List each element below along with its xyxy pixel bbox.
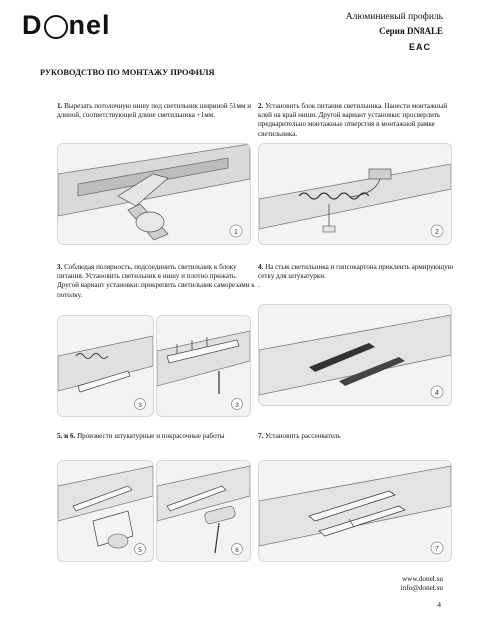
step-3a-illustration xyxy=(57,315,154,417)
website-link[interactable]: www.donel.su xyxy=(401,575,443,583)
step-5-6-text xyxy=(57,432,257,441)
product-name: Алюминиевый профиль xyxy=(345,12,443,22)
document-title: РУКОВОДСТВО ПО МОНТАЖУ ПРОФИЛЯ xyxy=(40,68,215,77)
step-4-number: 4. xyxy=(258,263,264,271)
step-7-desc: Установить рассеиватель xyxy=(265,432,341,440)
fig-6-number: 6 xyxy=(235,547,239,554)
step-3-text xyxy=(57,263,257,300)
fig-7-number: 7 xyxy=(435,546,439,553)
logo-ring-icon xyxy=(44,15,68,39)
step-4-desc: На стык светильника и гипсокартона приклеить армирующую сетку для штукатурки. xyxy=(258,263,454,281)
step-3b-illustration xyxy=(156,315,251,417)
fig-1-number: 1 xyxy=(234,229,238,236)
step-3-desc: Соблюдая полярность, подсоединить светильник к блоку питания. Установить светильник в нишу и плотно прижать. Другой вариант установки: прикрепить светильник саморезами к потолку. xyxy=(57,263,255,299)
logo-letters-nel: nel xyxy=(68,10,111,40)
step-1-illustration xyxy=(57,143,251,245)
step-2-desc: Установить блок питания светильника. Нанести монтажный клей на край ниши. Другой вариант установки: просверлить предварительно монтажные отверстия в монтажной рамке светильника. xyxy=(258,102,448,138)
step-4-illustration xyxy=(258,304,452,406)
step-1-number: 1. xyxy=(57,102,63,110)
product-series: Серия DN8ALE xyxy=(379,26,443,36)
step-7-illustration xyxy=(258,460,452,562)
logo-letter-d: D xyxy=(22,10,43,40)
footer-contacts xyxy=(401,575,443,593)
email-link[interactable]: info@donel.su xyxy=(400,584,443,592)
fig-5-number: 5 xyxy=(138,547,142,554)
step-6-illustration xyxy=(156,460,251,562)
brand-logo xyxy=(22,10,111,41)
step-4-mark: . xyxy=(258,281,260,290)
step-5-6-number: 5. и 6. xyxy=(57,432,76,440)
step-2-text xyxy=(258,102,454,139)
step-4-text xyxy=(258,263,454,291)
fig-2-number: 2 xyxy=(435,229,439,236)
fig-4-number: 4 xyxy=(435,390,439,397)
fig-3b-number: 3 xyxy=(235,402,239,409)
eac-mark: EAC xyxy=(408,42,431,52)
step-2-illustration xyxy=(258,143,452,245)
step-5-6-desc: Произвести штукатурные и покрасочные работы xyxy=(77,432,225,440)
fig-3a-number: 3 xyxy=(138,402,142,409)
step-2-number: 2. xyxy=(258,102,264,110)
step-3-number: 3. xyxy=(57,263,63,271)
page-number: 4 xyxy=(437,600,441,609)
step-1-desc: Вырезать потолочную нишу под светильник шириной 51мм и длиной, соответствующей длине светильника +1мм. xyxy=(57,102,252,120)
step-1-text xyxy=(57,102,257,120)
step-7-number: 7. xyxy=(258,432,264,440)
step-7-text xyxy=(258,432,454,441)
step-5-illustration xyxy=(57,460,154,562)
